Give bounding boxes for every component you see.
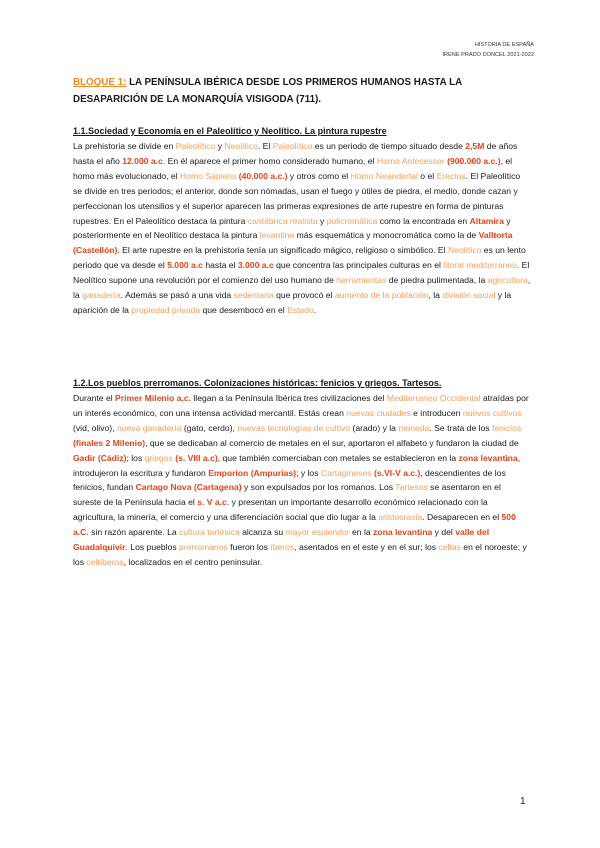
highlighted-term: Tartesos <box>395 482 428 493</box>
title-bloque-label: BLOQUE 1: <box>73 77 127 88</box>
highlighted-date-place: (s. VIII a.c) <box>175 452 218 463</box>
section-paragraph <box>73 139 531 318</box>
highlighted-date-place: 3.000 a.c <box>237 260 274 271</box>
highlighted-term: aristocracia <box>378 512 423 523</box>
highlighted-term: celtíberos <box>86 556 124 567</box>
highlighted-date-place: 5.000 a.c <box>167 260 203 271</box>
highlighted-date-place: s. V a.c <box>197 497 227 508</box>
header-author: IRENE PRADO DONCEL 2021-2022 <box>442 52 534 58</box>
text-run: más esquemática y monocromática como la de <box>294 230 479 241</box>
text-run: ; los <box>126 452 145 463</box>
highlighted-term: griegos <box>144 452 173 463</box>
highlighted-term: nuevas ciudades <box>346 407 411 418</box>
highlighted-date-place: zona levantina <box>373 527 433 538</box>
text-run: , asentados en el este y en el sur; los <box>294 542 439 553</box>
highlighted-term: Neolítico <box>447 245 482 256</box>
highlighted-term: Neolítico <box>224 141 258 151</box>
highlighted-date-place: Primer Milenio a.c. <box>115 393 191 403</box>
text-run: . Además se pasó a una vida <box>120 290 234 301</box>
page-title <box>73 74 528 108</box>
highlighted-term: herramientas <box>336 275 387 286</box>
document-header <box>442 40 534 60</box>
highlighted-date-place: Altamira <box>469 215 504 226</box>
highlighted-date-place: Emporion (Ampurias) <box>208 467 297 478</box>
highlighted-term: Mediterraneo Occidental <box>386 393 481 403</box>
highlighted-date-place: valle del Guadalquivir <box>73 527 490 553</box>
text-run: y <box>215 141 225 151</box>
text-run: es un periodo de tiempo situado desde <box>312 141 466 151</box>
text-run: . El arte rupestre en la prehistoria tenía un significado mágico, religioso o simbólico. El <box>117 245 448 256</box>
text-run: y la aparición de la <box>73 290 512 315</box>
text-run: fueron los <box>227 542 271 553</box>
highlighted-term: moneda <box>398 422 430 433</box>
text-run: . En él aparece el primer homo considerado humano, el <box>162 155 377 166</box>
highlighted-term: sedentaria <box>233 290 274 301</box>
section-paragraph <box>73 391 531 570</box>
highlighted-term: Paleolítico <box>272 141 313 151</box>
page-number: 1 <box>520 796 526 807</box>
text-run: , localizados en el centro peninsular. <box>123 556 263 567</box>
highlighted-date-place: (40.000 a.c.) <box>238 170 288 181</box>
text-run: . <box>313 304 317 315</box>
text-run: es un lento periodo que va desde el <box>73 245 526 271</box>
highlighted-term: íberos <box>270 542 295 553</box>
section-heading: 1.1.Sociedad y Economía en el Paleolítico y Neolítico. La pintura rupestre <box>73 126 387 136</box>
text-run: . El <box>257 141 273 151</box>
text-run: que provocó el <box>273 290 335 301</box>
highlighted-term: litoral mediterraneo <box>443 260 517 271</box>
text-run: , introdujeron la escritura y fundaron <box>73 452 521 478</box>
highlighted-term: nueva ganadería <box>116 422 182 433</box>
title-text: LA PENÍNSULA IBÉRICA DESDE LOS PRIMEROS HUMANOS HASTA LA DESAPARICIÓN DE LA MONARQUÍA VISIGODA (711). <box>73 77 462 105</box>
highlighted-date-place: (finales 2 Milenio) <box>73 437 146 448</box>
highlighted-term: mayor esplendor <box>285 527 350 538</box>
highlighted-term: aumento de la población <box>334 290 429 301</box>
text-run: , que se dedicaban al comercio de metales en el sur, aportaron el alfabeto y fundaron la ciudad de <box>145 437 519 448</box>
text-run: que desembocó en el <box>200 304 288 315</box>
highlighted-term: Cartagineses <box>320 467 372 478</box>
highlighted-term: nuevas tecnologías de cultivo <box>237 422 351 433</box>
highlighted-term: Homo Neandertal <box>350 170 418 181</box>
text-run: . sin razón aparente. La <box>86 527 180 538</box>
highlighted-term: Estado <box>287 304 314 315</box>
highlighted-term: prerromanos <box>179 542 228 553</box>
text-run: . y presentan un importante desarrollo económico relacionado con la agricultura, la minería, el comercio y una diferenciación social que dio lugar a la <box>73 497 488 523</box>
text-run: como la encontrada en <box>377 215 470 226</box>
text-run: La prehistoria se divide en <box>73 141 176 151</box>
text-run: y posteriormente en el Neolítico destaca la pintura <box>73 215 511 241</box>
highlighted-term: celtas <box>438 542 461 553</box>
highlighted-date-place: (900.000 a.c.) <box>447 155 501 166</box>
highlighted-term: Homo Antecessor <box>376 155 445 166</box>
highlighted-term: propiedad privada <box>131 304 201 315</box>
text-run: y son expulsados por los romanos. Los <box>241 482 396 493</box>
text-run: que concentra las principales culturas en el <box>273 260 444 271</box>
section-heading: 1.2.Los pueblos prerromanos. Colonizaciones históricas: fenicios y griegos. Tartesos. <box>73 378 442 388</box>
highlighted-date-place: zona levantina <box>458 452 518 463</box>
highlighted-term: Erectus <box>436 170 466 181</box>
highlighted-term: cantábrica realista <box>247 215 318 226</box>
highlighted-date-place: (s.VI-V a.c.) <box>373 467 421 478</box>
text-run: se asentaron en el sureste de la Península hacia el <box>73 482 501 508</box>
highlighted-term: policromática <box>326 215 378 226</box>
highlighted-date-place: 500 a.C <box>73 512 516 538</box>
highlighted-term: ganadería <box>82 290 121 301</box>
text-run: , que también comerciaban con metales se establecieron en la <box>217 452 459 463</box>
highlighted-date-place: Cartago Nova (Cartagena) <box>135 482 242 493</box>
text-run: (gato, cerdo), <box>181 422 238 433</box>
section-paleolitico-neolitico <box>73 124 531 318</box>
text-run: . El Paleolítico se divide en tres periodos; el anterior, donde son nómadas, usan el fuego y útiles de piedra, el medio, donde cazan y perfeccionan los utensilios y el superior aparecen las primeras expresiones de arte rupestre en forma de pinturas rupestres. En el Paleolítico destaca la pintura <box>73 170 521 226</box>
text-run: . Se trata de los <box>429 422 492 433</box>
header-subject: HISTORIA DE ESPAÑA <box>474 42 534 48</box>
highlighted-term: división social <box>442 290 496 301</box>
highlighted-term: Paleolítico <box>175 141 216 151</box>
text-run: e introducen <box>410 407 463 418</box>
highlighted-date-place: Valltorta (Castellón) <box>73 230 513 256</box>
text-run: . El Neolítico supone una revolución por el comienzo del uso humano de <box>73 260 530 286</box>
highlighted-term: fenicios <box>491 422 522 433</box>
text-run: . Desaparecen en el <box>422 512 502 523</box>
section-pueblos-prerromanos <box>73 376 531 570</box>
highlighted-term: cultura tartésica <box>179 527 240 538</box>
highlighted-date-place: 2,5M <box>465 141 485 151</box>
text-run: y otros como el <box>287 170 351 181</box>
text-run: (vid, olivo), <box>73 422 117 433</box>
text-run: ; y los <box>296 467 321 478</box>
highlighted-date-place: Gadir (Cádiz) <box>73 452 127 463</box>
text-run: hasta el <box>202 260 238 271</box>
text-run: , el homo más evolucionado, el <box>73 155 513 181</box>
highlighted-term: agricultura <box>487 275 528 286</box>
text-run: llegan a la Península Ibérica tres civilizaciones del <box>191 393 387 403</box>
text-run: alcanza su <box>239 527 286 538</box>
text-run: . Los pueblos <box>125 542 180 553</box>
highlighted-term: levantina <box>259 230 295 241</box>
text-run: de años hasta el año <box>73 141 518 166</box>
text-run: , la <box>73 275 531 301</box>
highlighted-term: nuevos cultivos <box>462 407 522 418</box>
text-run: , la <box>428 290 443 301</box>
text-run: Durante el <box>73 393 116 403</box>
text-run: (arado) y la <box>350 422 399 433</box>
text-run: de piedra pulimentada, la <box>386 275 488 286</box>
text-run: , descendientes de los fenicios, fundan <box>73 467 506 493</box>
highlighted-term: Homo Sapiens <box>180 170 237 181</box>
text-run: atraídas por un interés económico, con una intensa actividad mercantil. Estás crean <box>73 393 529 418</box>
text-run: y del <box>432 527 456 538</box>
text-run: en la <box>349 527 374 538</box>
text-run: y <box>317 215 327 226</box>
highlighted-date-place: 12.000 a.c <box>122 155 163 166</box>
text-run: en el noroeste; y los <box>73 542 527 567</box>
text-run: o el <box>417 170 437 181</box>
